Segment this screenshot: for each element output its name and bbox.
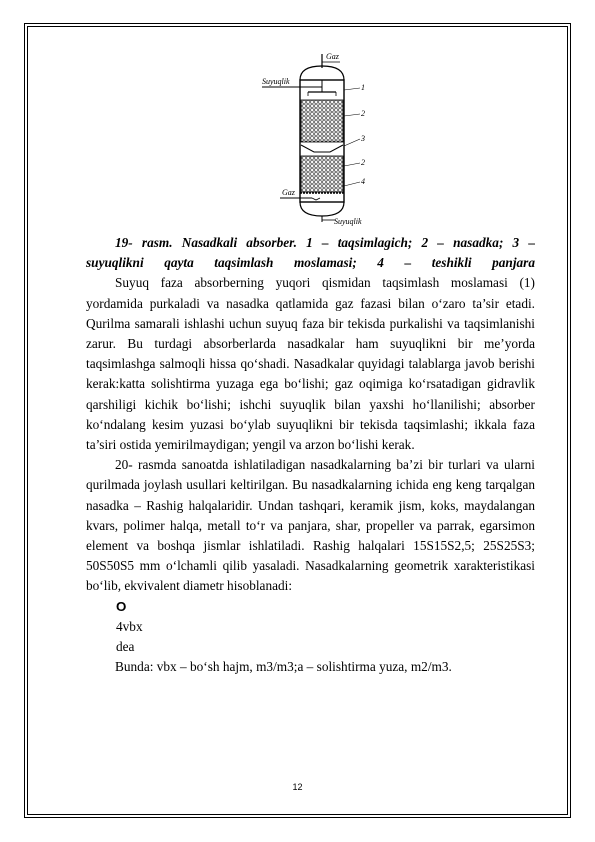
paragraph-1: Suyuq faza absorberning yuqori qismidan taqsimlash moslamasi (1) yordamida purkaladi va nasadka qatlamida gaz fazasi bilan o‘zaro ta’sir etadi. Qurilma samarali ishlashi uchun suyuq faza bir tekisda purkalishi va taqsimlanishi zarur. Bu turdagi absorberlarda nasadkalar ham suyuqlikni bir me’yorda taqsimlashga salmoqli hissa qo‘shadi. Nasadkalar quyidagi talablarga javob berishi kerak:katta solishtirma yuzaga ega bo‘lishi; gaz oqimiga ko‘rsatadigan gidravlik qarshiligi kichik bo‘lishi; ishchi suyuqlik bilan yaxshi ho‘llanilishi; absorber ko‘ndalang kesim yuzasi bo‘ylab suyuqlikni bir tekisda taqsimlashi; ikkala faza ta’siri ostida yemirilmaydigan; yengil va arzon bo‘lishi kerak. <box>86 275 535 453</box>
paragraph-2: 20- rasmda sanoatda ishlatiladigan nasadkalarning ba’zi bir turlari va ularni qurilmada joylash usullari keltirilgan. Bu nasadkalarning ichida eng keng tarqalgan nasadka – Rashig halqalaridir. Undan tashqari, keramik jism, koks, maydalangan kvars, polimer halqa, metall to‘r va panjara, shar, propeller va parrak, egarsimon element va boshqa jismlar ishlatiladi. Rashig halqalari 15S15S2,5; 25S25S3; 50S50S5 mm o‘lchamli qilib yasaladi. Nasadkalarning geometrik xarakteristikasi bo‘lib, ekvivalent diametr hisoblanadi: <box>86 457 535 594</box>
gas-inlet-label: Gaz <box>282 188 295 197</box>
caption-line-1: 19- rasm. Nasadkali absorber. 1 – taqsimlagich; 2 – nasadka; 3 – <box>115 235 535 250</box>
callout-2-upper: 2 <box>361 109 365 118</box>
liquid-inlet-label: Suyuqlik <box>262 77 290 86</box>
formula-line-1: O <box>116 598 127 614</box>
callout-4: 4 <box>361 177 365 186</box>
page-number: 12 <box>292 782 303 792</box>
formula-legend: Bunda: vbx – bo‘sh hajm, m3/m3;a – solishtirma yuza, m2/m3. <box>115 659 452 675</box>
callout-2-lower: 2 <box>361 158 365 167</box>
liquid-outlet-label: Suyuqlik <box>334 217 362 226</box>
equivalent-diameter-formula <box>86 597 535 658</box>
absorber-figure <box>260 50 375 226</box>
figure-caption-cont <box>86 253 535 273</box>
figure-caption <box>86 233 535 253</box>
absorber-diagram <box>260 50 375 226</box>
callout-1: 1 <box>361 83 365 92</box>
gas-outlet-label: Gaz <box>326 52 339 61</box>
callout-3: 3 <box>361 134 365 143</box>
caption-line-2: suyuqlikni qayta taqsimlash moslamasi; 4 – teshikli panjara <box>86 255 535 271</box>
formula-line-3: dea <box>116 639 135 655</box>
text-body <box>86 233 535 677</box>
formula-line-2: 4vbx <box>116 618 143 634</box>
